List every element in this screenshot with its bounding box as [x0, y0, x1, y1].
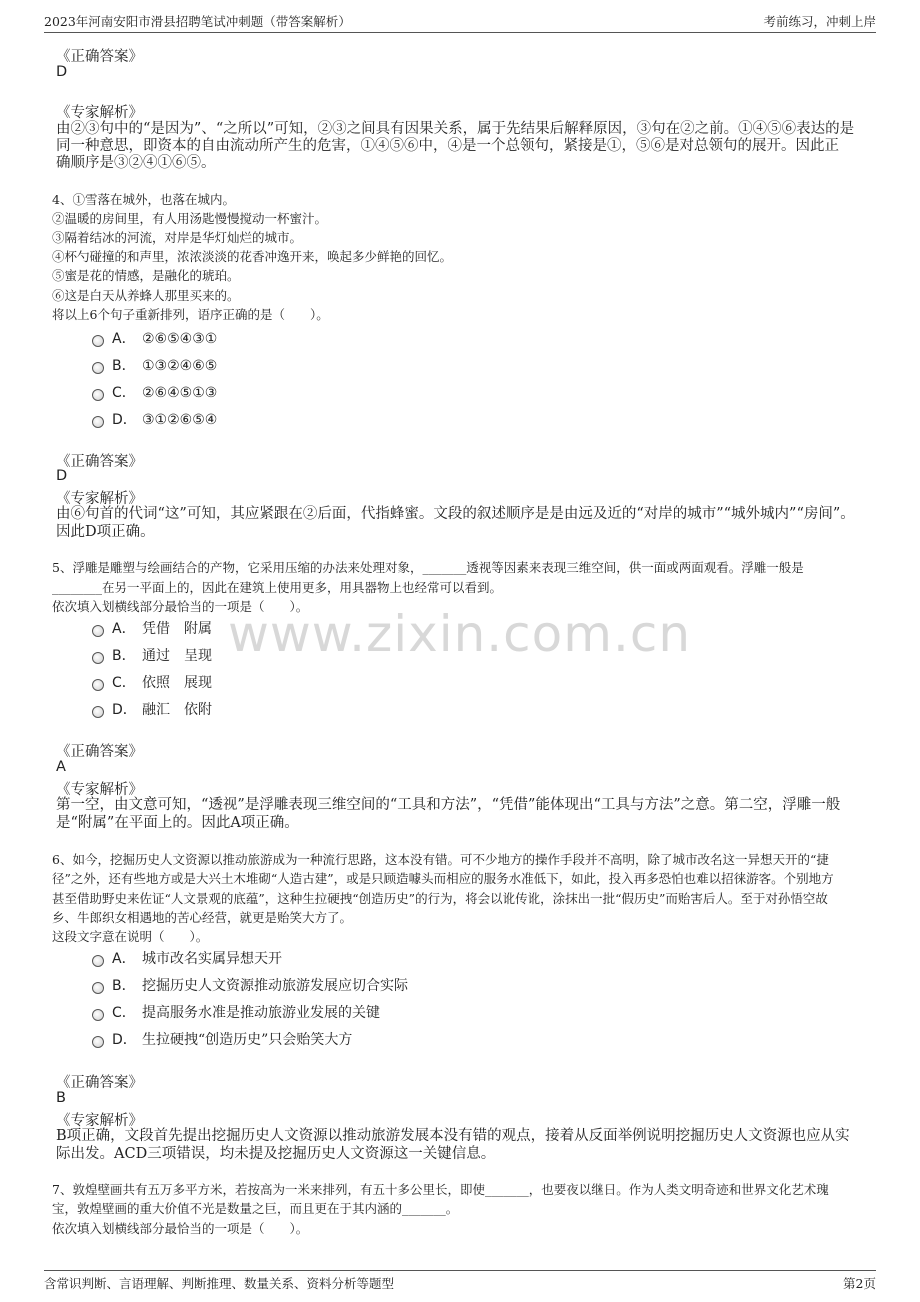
- question-prompt: 依次填入划横线部分最恰当的一项是（ ）。: [52, 1221, 309, 1236]
- answer-value: B: [56, 1090, 66, 1106]
- radio-icon[interactable]: [92, 706, 104, 718]
- option-d[interactable]: D． ③①②⑥⑤④: [92, 409, 217, 429]
- option-a[interactable]: A． 城市改名实属异想天开: [92, 948, 282, 968]
- radio-icon[interactable]: [92, 335, 104, 347]
- question-text: ④杯勺碰撞的和声里，浓浓淡淡的花香冲逸开来，唤起多少鲜艳的回忆。: [52, 249, 453, 264]
- question-text: 乡、牛郎织女相遇地的苦心经营，就更是贻笑大方了。: [52, 910, 353, 925]
- question-text: 5、浮雕是雕塑与绘画结合的产物，它采用压缩的办法来处理对象，_______透视等因素来表现三维空间，供一面或两面观看。浮雕一般是: [52, 560, 804, 575]
- question-text: 4、①雪落在城外，也落在城内。: [52, 192, 235, 207]
- analysis-line: 同一种意思，即资本的自由流动所产生的危害，①④⑤⑥中，④是一个总领句，紧接是①，⑤⑥是对总领句的展开。因此正: [56, 138, 839, 154]
- option-b[interactable]: B． ①③②④⑥⑤: [92, 355, 217, 375]
- question-text: ________在另一平面上的，因此在建筑上使用更多，用具器物上也经常可以看到。: [52, 580, 503, 595]
- footer-topics: 含常识判断、言语理解、判断推理、数量关系、资料分析等题型: [44, 1276, 395, 1291]
- option-d[interactable]: D． 生拉硬拽“创造历史”只会贻笑大方: [92, 1029, 352, 1049]
- analysis-line: 第一空，由文意可知，“透视”是浮雕表现三维空间的“工具和方法”，“凭借”能体现出“工具与方法”之意。第二空，浮雕一般: [56, 797, 841, 813]
- radio-icon[interactable]: [92, 955, 104, 967]
- analysis-line: 确顺序是③②④①⑥⑤。: [56, 155, 216, 171]
- question-text: 径”之外，还有些地方或是大兴土木堆砌“人造古建”，或是只顾造噱头而相应的服务水准低下，如此，投入再多恐怕也难以招徕游客。个别地方: [52, 871, 834, 886]
- option-a[interactable]: A． ②⑥⑤④③①: [92, 328, 217, 348]
- option-c[interactable]: C． 提高服务水准是推动旅游业发展的关键: [92, 1002, 380, 1022]
- radio-icon[interactable]: [92, 982, 104, 994]
- analysis-line: 由⑥句首的代词“这”可知，其应紧跟在②后面，代指蜂蜜。文段的叙述顺序是是由远及近的“对岸的城市”“城外城内”“房间”。: [56, 506, 855, 522]
- radio-icon[interactable]: [92, 652, 104, 664]
- question-text: 6、如今，挖掘历史人文资源以推动旅游成为一种流行思路，这本没有错。可不少地方的操作手段并不高明，除了城市改名这一异想天开的“捷: [52, 852, 829, 867]
- analysis-label: 《专家解析》: [56, 105, 143, 121]
- radio-icon[interactable]: [92, 625, 104, 637]
- answer-value: D: [56, 468, 68, 484]
- page-footer: [44, 1270, 876, 1295]
- page-header: [44, 10, 876, 33]
- option-b[interactable]: B． 挖掘历史人文资源推动旅游发展应切合实际: [92, 975, 408, 995]
- option-a[interactable]: A． 凭借 附属: [92, 618, 212, 638]
- answer-label: 《正确答案》: [56, 454, 143, 470]
- question-prompt: 这段文字意在说明（ ）。: [52, 929, 209, 944]
- analysis-line: 因此D项正确。: [56, 524, 155, 540]
- answer-value: D: [56, 64, 68, 80]
- question-text: 宝，敦煌壁画的重大价值不光是数量之巨，而且更在于其内涵的_______。: [52, 1201, 459, 1216]
- question-text: ③隔着结冰的河流，对岸是华灯灿烂的城市。: [52, 230, 303, 245]
- option-d[interactable]: D． 融汇 依附: [92, 699, 212, 719]
- question-text: ⑥这是白天从养蜂人那里买来的。: [52, 288, 240, 303]
- option-c[interactable]: C． ②⑥④⑤①③: [92, 382, 217, 402]
- analysis-label: 《专家解析》: [56, 1113, 143, 1129]
- analysis-label: 《专家解析》: [56, 491, 143, 507]
- answer-label: 《正确答案》: [56, 1075, 143, 1091]
- answer-value: A: [56, 759, 66, 775]
- question-text: ⑤蜜是花的情感，是融化的琥珀。: [52, 268, 240, 283]
- radio-icon[interactable]: [92, 389, 104, 401]
- question-text: ②温暖的房间里，有人用汤匙慢慢搅动一杯蜜汁。: [52, 211, 328, 226]
- question-text: 7、敦煌壁画共有五万多平方米，若按高为一米来排列，有五十多公里长，即使_______，也要夜以继日。作为人类文明奇迹和世界文化艺术瑰: [52, 1182, 829, 1197]
- radio-icon[interactable]: [92, 1036, 104, 1048]
- analysis-line: 际出发。ACD三项错误，均未提及挖掘历史人文资源这一关键信息。: [56, 1146, 496, 1162]
- option-c[interactable]: C． 依照 展现: [92, 672, 212, 692]
- radio-icon[interactable]: [92, 1009, 104, 1021]
- analysis-line: 是“附属”在平面上的。因此A项正确。: [56, 815, 299, 831]
- radio-icon[interactable]: [92, 416, 104, 428]
- answer-label: 《正确答案》: [56, 744, 143, 760]
- question-prompt: 将以上6个句子重新排列，语序正确的是（ ）。: [52, 307, 329, 322]
- watermark: www.zixin.com.cn: [228, 605, 692, 663]
- header-slogan: 考前练习，冲刺上岸: [763, 14, 876, 29]
- analysis-line: 由②③句中的“是因为”、“之所以”可知，②③之间具有因果关系，属于先结果后解释原因，③句在②之前。①④⑤⑥表达的是: [56, 121, 855, 137]
- document-title: 2023年河南安阳市滑县招聘笔试冲刺题（带答案解析）: [44, 14, 351, 29]
- analysis-line: B项正确，文段首先提出挖掘历史人文资源以推动旅游发展本没有错的观点，接着从反面举例说明挖掘历史人文资源也应从实: [56, 1128, 850, 1144]
- radio-icon[interactable]: [92, 679, 104, 691]
- question-text: 甚至借助野史来佐证“人文景观的底蕴”，这种生拉硬拽“创造历史”的行为，将会以讹传讹，涂抹出一批“假历史”而贻害后人。至于对孙悟空故: [52, 891, 828, 906]
- option-b[interactable]: B． 通过 呈现: [92, 645, 212, 665]
- analysis-label: 《专家解析》: [56, 782, 143, 798]
- question-prompt: 依次填入划横线部分最恰当的一项是（ ）。: [52, 599, 309, 614]
- page-number: 第2页: [843, 1276, 876, 1291]
- answer-label: 《正确答案》: [56, 49, 143, 65]
- radio-icon[interactable]: [92, 362, 104, 374]
